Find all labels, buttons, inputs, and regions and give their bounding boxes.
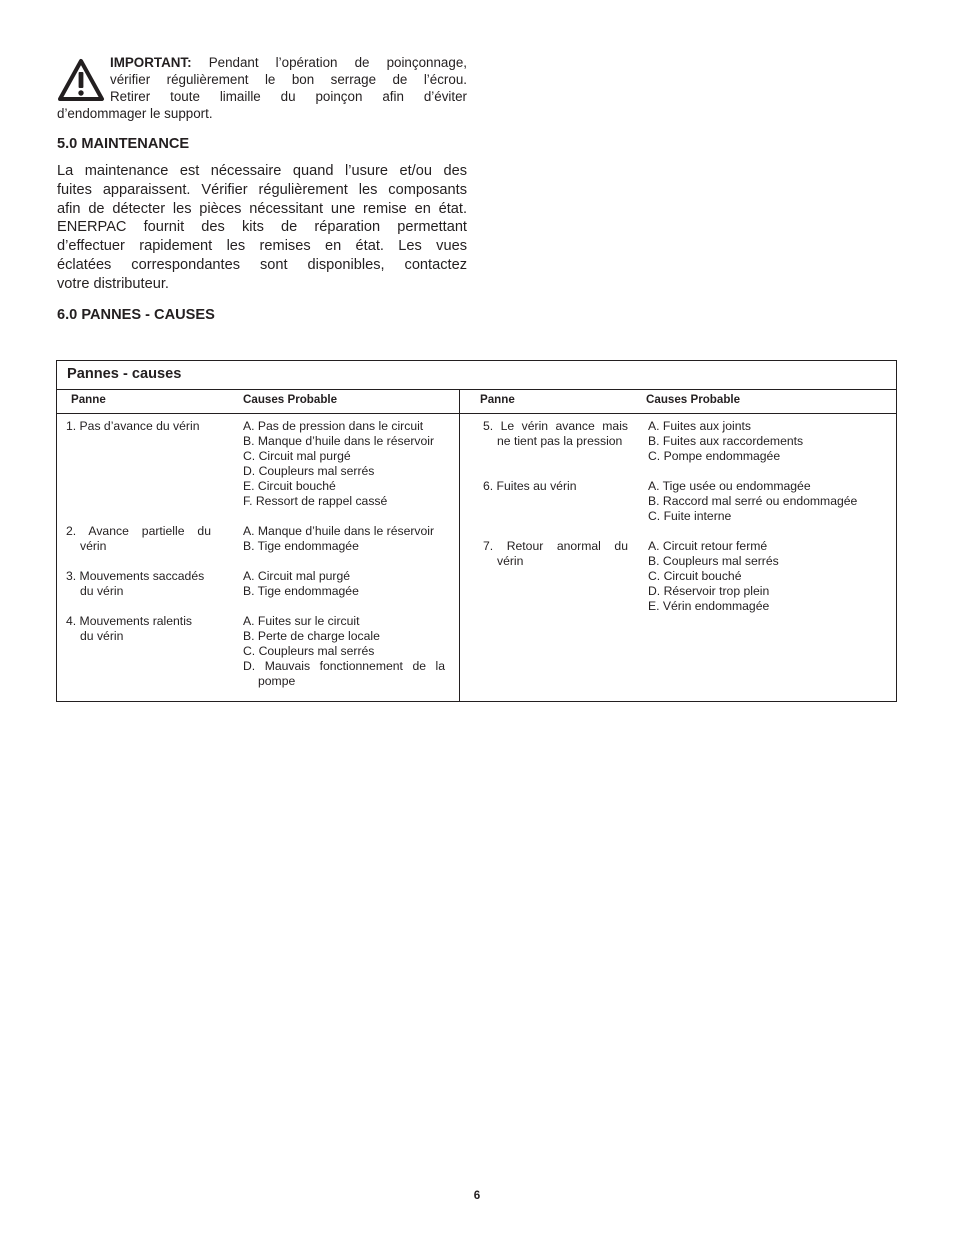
cause-list bbox=[243, 569, 359, 599]
cause-item: E. Vérin endommagée bbox=[648, 599, 770, 613]
fault-item: 7. Retour anormal du vérin bbox=[483, 539, 628, 568]
troubleshooting-table bbox=[56, 360, 897, 702]
maintenance-line: ENERPAC fournit des kits de réparation permettant bbox=[57, 219, 467, 235]
cause-list bbox=[648, 479, 857, 524]
maintenance-line: votre distributeur. bbox=[57, 276, 169, 292]
cause-item: A. Pas de pression dans le circuit bbox=[243, 419, 424, 433]
cause-item: A. Fuites sur le circuit bbox=[243, 614, 360, 628]
cause-item: A. Tige usée ou endommagée bbox=[648, 479, 811, 493]
maintenance-line: La maintenance est nécessaire quand l’usure et/ou des bbox=[57, 163, 467, 179]
page-number: 6 bbox=[473, 1189, 481, 1202]
maintenance-line: d’effectuer rapidement les remises en état. Les vues bbox=[57, 238, 467, 254]
cause-item: E. Circuit bouché bbox=[243, 479, 336, 493]
warning-line-2: vérifier régulièrement le bon serrage de l’écrou. bbox=[110, 72, 467, 87]
fault-item: 6. Fuites au vérin bbox=[483, 479, 577, 493]
maintenance-line: fuites apparaissent. Vérifier régulièrement les composants bbox=[57, 182, 467, 198]
cause-list bbox=[648, 419, 803, 464]
cause-item: D. Mauvais fonctionnement de la bbox=[243, 659, 445, 673]
cause-item: A. Fuites aux joints bbox=[648, 419, 751, 433]
fault-item: 4. Mouvements ralentis du vérin bbox=[66, 614, 192, 643]
warning-line-3: Retirer toute limaille du poinçon afin d’éviter bbox=[110, 89, 467, 104]
cause-item: A. Circuit mal purgé bbox=[243, 569, 351, 583]
fault-item: 3. Mouvements saccadés du vérin bbox=[66, 569, 205, 598]
cause-item: F. Ressort de rappel cassé bbox=[243, 494, 388, 508]
warning-line-1 bbox=[110, 54, 467, 71]
column-header-panne: Panne bbox=[71, 393, 106, 406]
fault-item: 5. Le vérin avance mais ne tient pas la pression bbox=[483, 419, 628, 448]
warning-text: Pendant l’opération de poinçonnage, bbox=[208, 55, 467, 70]
cause-item: B. Tige endommagée bbox=[243, 584, 359, 598]
maintenance-heading: 5.0 MAINTENANCE bbox=[57, 136, 190, 152]
fault-item: 1. Pas d’avance du vérin bbox=[66, 419, 200, 433]
cause-list bbox=[648, 539, 779, 614]
warning-line-4: d’endommager le support. bbox=[57, 106, 213, 121]
cause-item: B. Raccord mal serré ou endommagée bbox=[648, 494, 858, 508]
column-header-causes: Causes Probable bbox=[646, 393, 741, 406]
fault-item: 2. Avance partielle du vérin bbox=[66, 524, 211, 553]
cause-item: A. Manque d’huile dans le réservoir bbox=[243, 524, 435, 538]
column-header-panne: Panne bbox=[480, 393, 515, 406]
cause-item: B. Perte de charge locale bbox=[243, 629, 380, 643]
troubleshooting-heading: 6.0 PANNES - CAUSES bbox=[57, 307, 215, 323]
cause-item: C. Circuit mal purgé bbox=[243, 449, 351, 463]
cause-item: pompe bbox=[258, 674, 296, 688]
cause-item: C. Circuit bouché bbox=[648, 569, 742, 583]
cause-list bbox=[243, 524, 434, 554]
cause-item: B. Coupleurs mal serrés bbox=[648, 554, 779, 568]
cause-item: C. Coupleurs mal serrés bbox=[243, 644, 375, 658]
cause-item: D. Coupleurs mal serrés bbox=[243, 464, 375, 478]
warning-triangle-icon bbox=[57, 58, 105, 102]
cause-item: B. Tige endommagée bbox=[243, 539, 359, 553]
cause-item: C. Pompe endommagée bbox=[648, 449, 781, 463]
table-rule bbox=[57, 389, 896, 390]
table-rule bbox=[57, 413, 896, 414]
cause-item: C. Fuite interne bbox=[648, 509, 732, 523]
cause-item: B. Fuites aux raccordements bbox=[648, 434, 804, 448]
cause-item: D. Réservoir trop plein bbox=[648, 584, 770, 598]
cause-item: A. Circuit retour fermé bbox=[648, 539, 768, 553]
maintenance-line: éclatées correspondantes sont disponibles, contactez bbox=[57, 257, 467, 273]
maintenance-line: afin de détecter les pièces nécessitant une remise en état. bbox=[57, 201, 467, 217]
cause-item: B. Manque d’huile dans le réservoir bbox=[243, 434, 435, 448]
cause-list bbox=[243, 614, 445, 689]
warning-label: IMPORTANT: bbox=[110, 55, 192, 70]
cause-list bbox=[243, 419, 434, 509]
column-header-causes: Causes Probable bbox=[243, 393, 338, 406]
table-title: Pannes - causes bbox=[67, 366, 182, 382]
column-divider bbox=[459, 389, 460, 702]
